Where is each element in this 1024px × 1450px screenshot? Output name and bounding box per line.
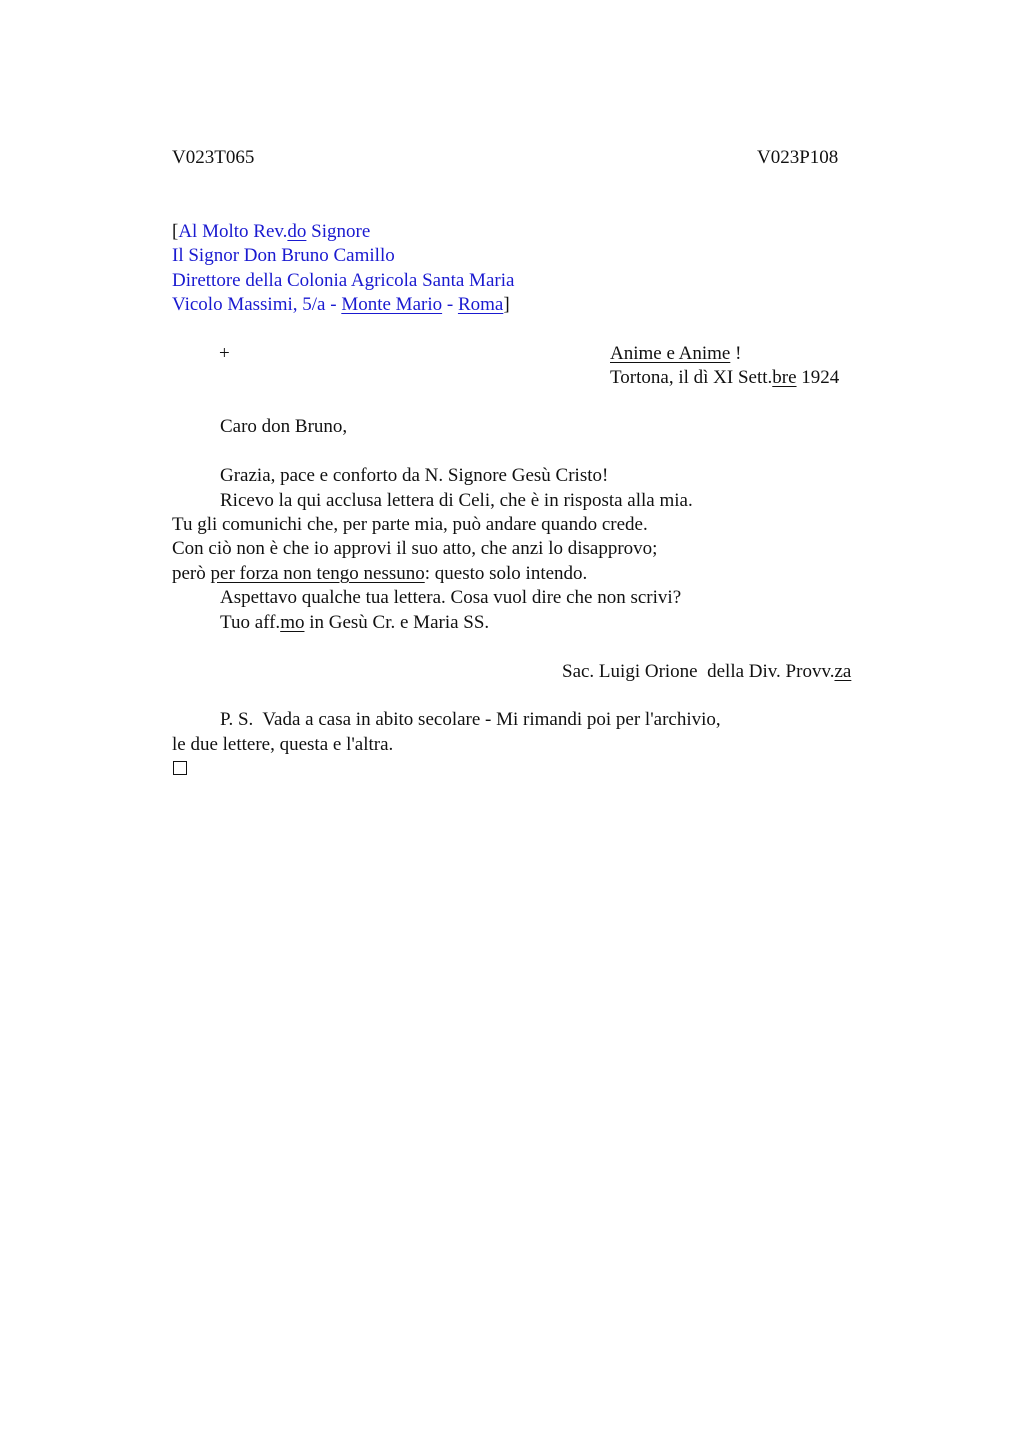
signature-text: Sac. Luigi Orione della Div. Provv.: [562, 661, 835, 682]
body-line-4: Con ciò non è che io approvi il suo atto, che anzi lo disapprovo;: [172, 538, 658, 559]
address-line-4: [172, 293, 510, 317]
address-line-1: [172, 220, 370, 244]
address-line-3: Direttore della Colonia Agricola Santa Maria: [172, 270, 515, 291]
closing-tail: in Gesù Cr. e Maria SS.: [304, 612, 490, 633]
address-street: Vicolo Massimi, 5/a -: [172, 294, 342, 315]
body-line-5-start: però: [172, 563, 211, 584]
postscript-line-1: P. S. Vada a casa in abito secolare - Mi rimandi poi per l'archivio,: [220, 709, 721, 730]
signature: [562, 660, 851, 684]
place-date: [610, 366, 839, 390]
motto-text: Anime e Anime: [610, 343, 731, 364]
closing: [220, 611, 489, 635]
salutation: Caro don Bruno,: [220, 416, 348, 437]
body-line-5-end: : questo solo intendo.: [424, 563, 588, 584]
bracket-open: [: [172, 221, 179, 242]
body-line-6: Aspettavo qualche tua lettera. Cosa vuol dire che non scrivi?: [220, 587, 682, 608]
body-line-5-emphasis: per forza non tengo nessuno: [210, 563, 425, 584]
cross-symbol: +: [219, 343, 230, 364]
date-text: Tortona, il dì XI Sett.: [610, 367, 773, 388]
address-separator: -: [442, 294, 458, 315]
motto-exclamation: !: [730, 343, 742, 364]
bracket-close: ]: [503, 294, 510, 315]
document-code-left: V023T065: [172, 147, 255, 168]
date-year: 1924: [796, 367, 840, 388]
body-line-1: Grazia, pace e conforto da N. Signore Gesù Cristo!: [220, 465, 609, 486]
closing-text: Tuo aff.: [220, 612, 281, 633]
end-mark-box: [173, 761, 187, 775]
address-line-2: Il Signor Don Bruno Camillo: [172, 245, 395, 266]
body-line-3: Tu gli comunichi che, per parte mia, può andare quando crede.: [172, 514, 648, 535]
closing-abbrev: mo: [280, 612, 305, 633]
date-abbrev: bre: [772, 367, 797, 388]
address-line-1-abbrev: do: [287, 221, 307, 242]
body-line-2: Ricevo la qui acclusa lettera di Celi, che è in risposta alla mia.: [220, 490, 693, 511]
postscript-line-2: le due lettere, questa e l'altra.: [172, 734, 394, 755]
address-line-1-tail: Signore: [306, 221, 371, 242]
body-line-5: [172, 562, 587, 586]
address-line-1-text: Al Molto Rev.: [178, 221, 288, 242]
motto: [610, 342, 741, 366]
document-code-right: V023P108: [757, 147, 839, 168]
address-city: Roma: [457, 294, 504, 315]
address-district: Monte Mario: [341, 294, 443, 315]
signature-abbrev: za: [834, 661, 852, 682]
